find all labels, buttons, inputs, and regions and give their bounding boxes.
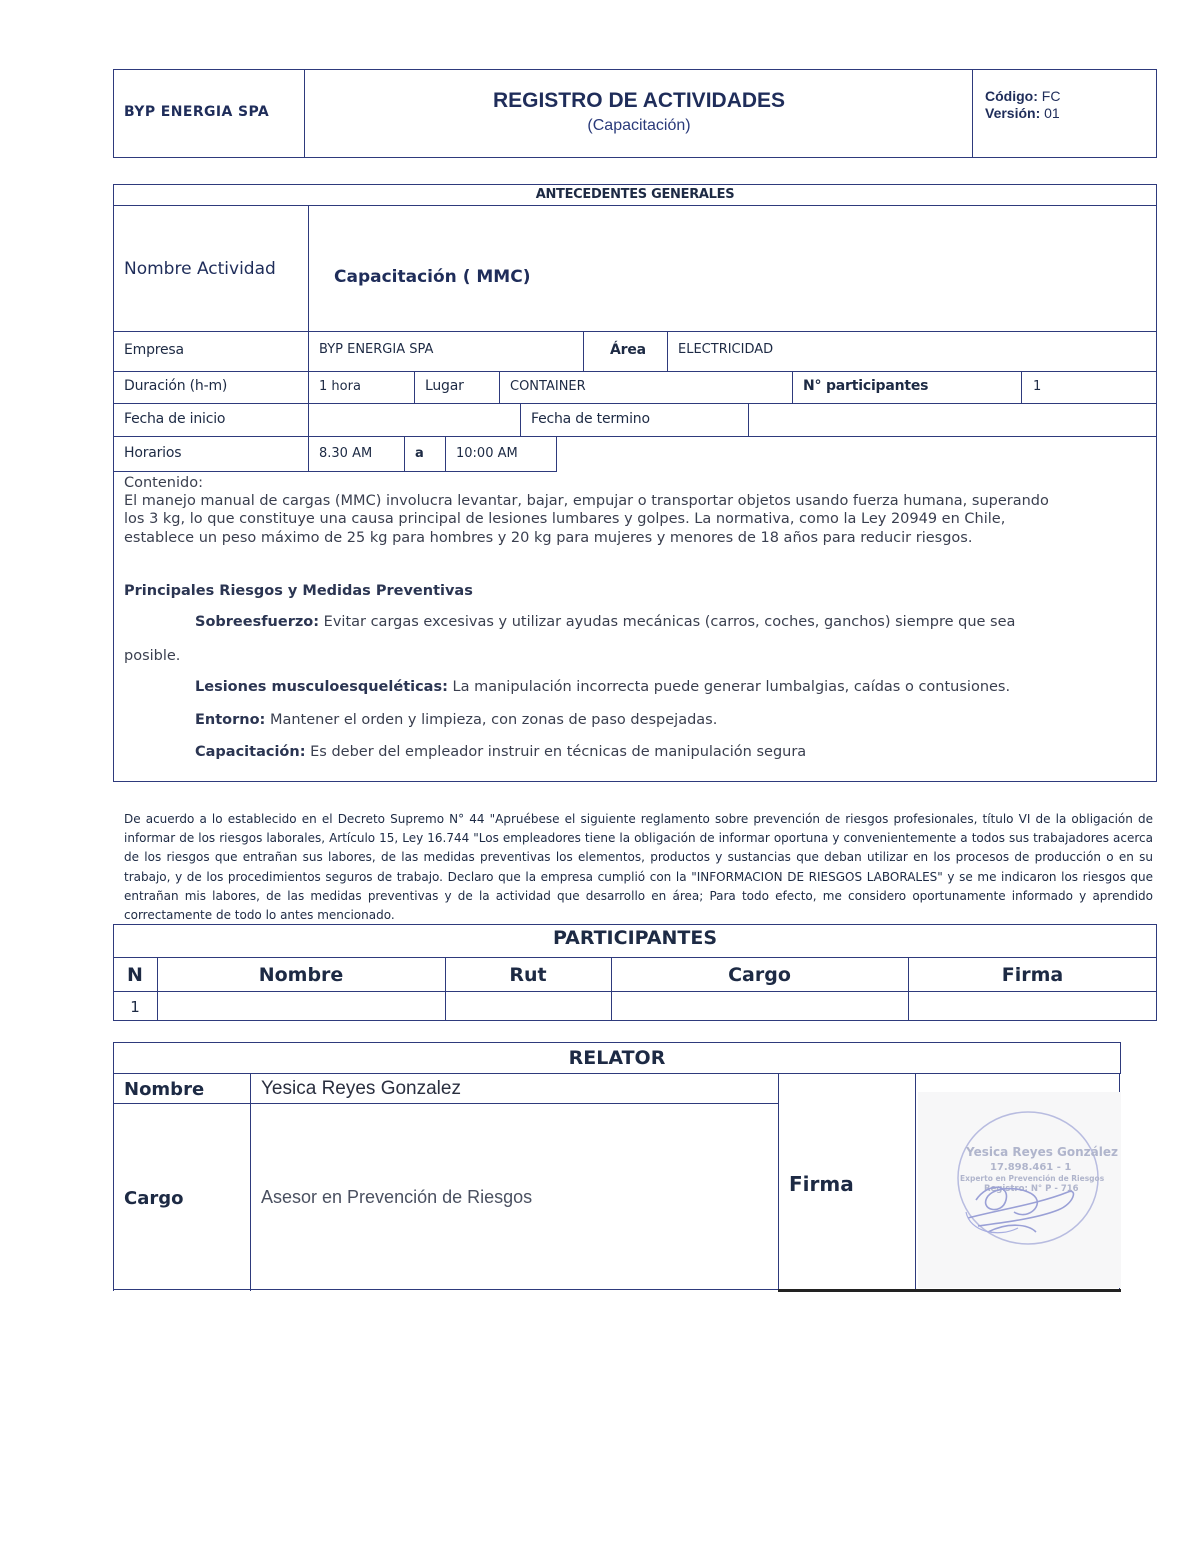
signature-stamp-graphic	[918, 1092, 1121, 1288]
document-code	[985, 88, 1060, 104]
risk-text: posible.	[124, 648, 181, 664]
participants-title: PARTICIPANTES	[552, 927, 718, 949]
relator-signature-label: Firma	[789, 1172, 854, 1196]
participants-value: 1	[1033, 379, 1042, 394]
document-title: REGISTRO DE ACTIVIDADES	[492, 89, 786, 112]
schedule-to: 10:00 AM	[456, 446, 518, 461]
content-line: El manejo manual de cargas (MMC) involucra levantar, bajar, empujar o transportar objetos usando fuerza humana, superando	[124, 493, 1049, 509]
activity-label: Nombre Actividad	[124, 259, 276, 279]
document-version	[985, 105, 1060, 121]
risk-text: Evitar cargas excesivas y utilizar ayudas mecánicas (carros, coches, ganchos) siempre que sea	[323, 614, 1016, 630]
area-label: Área	[610, 342, 646, 358]
signature-stamp	[918, 1092, 1121, 1288]
column-header-cargo: Cargo	[728, 964, 791, 986]
relator-title: RELATOR	[568, 1047, 666, 1069]
stamp-line: Yesica Reyes González	[966, 1145, 1118, 1159]
duration-label: Duración (h-m)	[124, 378, 228, 394]
risk-text: La manipulación incorrecta puede generar lumbalgias, caídas o contusiones.	[452, 679, 1011, 695]
company-value: BYP ENERGIA SPA	[319, 342, 434, 357]
content-line: establece un peso máximo de 25 kg para hombres y 20 kg para mujeres y menores de 18 años para reducir riesgos.	[124, 530, 973, 546]
column-header-n: N	[127, 964, 143, 986]
risk-item	[124, 647, 180, 666]
area-value: ELECTRICIDAD	[678, 342, 774, 357]
place-label: Lugar	[425, 378, 464, 394]
place-value: CONTAINER	[510, 379, 586, 394]
column-header-rut: Rut	[509, 964, 547, 986]
risk-text: Es deber del empleador instruir en técnicas de manipulación segura	[310, 744, 807, 760]
stamp-line: Experto en Prevención de Riesgos	[960, 1174, 1105, 1183]
relator-name-label: Nombre	[124, 1079, 205, 1100]
version-label: Versión:	[985, 105, 1041, 121]
relator-role-value: Asesor en Prevención de Riesgos	[261, 1187, 533, 1207]
code-value: FC	[1041, 88, 1061, 104]
general-section-title: ANTECEDENTES GENERALES	[535, 187, 735, 202]
risk-item	[195, 743, 806, 762]
risk-term: Entorno:	[195, 712, 266, 728]
content-label: Contenido:	[124, 475, 203, 491]
risk-text: Mantener el orden y limpieza, con zonas de paso despejadas.	[269, 712, 718, 728]
duration-value: 1 hora	[319, 379, 361, 394]
participants-label: N° participantes	[803, 378, 929, 394]
risk-item	[195, 711, 717, 730]
schedule-from: 8.30 AM	[319, 446, 373, 461]
column-header-firma: Firma	[1001, 964, 1064, 986]
document-subtitle: (Capacitación)	[587, 117, 691, 134]
risk-term: Lesiones musculoesqueléticas:	[195, 679, 448, 695]
risk-term: Sobreesfuerzo:	[195, 614, 320, 630]
company-name: BYP ENERGIA SPA	[124, 104, 270, 120]
risk-term: Capacitación:	[195, 744, 306, 760]
content-line: los 3 kg, lo que constituye una causa principal de lesiones lumbares y golpes. La normativa, como la Ley 20949 en Chile,	[124, 511, 1006, 527]
activity-value: Capacitación ( MMC)	[334, 267, 531, 287]
stamp-line: Registro: N° P - 716	[984, 1184, 1079, 1194]
start-date-label: Fecha de inicio	[124, 411, 226, 427]
relator-role-label: Cargo	[124, 1188, 184, 1209]
version-value: 01	[1044, 105, 1060, 121]
code-label: Código:	[985, 88, 1038, 104]
risk-item	[195, 613, 1015, 632]
risk-item	[195, 678, 1010, 697]
risks-title: Principales Riesgos y Medidas Preventivas	[124, 583, 473, 599]
end-date-label: Fecha de termino	[531, 411, 650, 427]
schedule-separator: a	[415, 446, 424, 461]
schedule-label: Horarios	[124, 445, 182, 461]
stamp-line: 17.898.461 - 1	[990, 1162, 1072, 1173]
table-row-number: 1	[130, 998, 140, 1016]
relator-name-value: Yesica Reyes Gonzalez	[261, 1078, 461, 1099]
company-label: Empresa	[124, 342, 184, 358]
legal-declaration: De acuerdo a lo establecido en el Decreto Supremo N° 44 "Apruébese el siguiente reglamento sobre prevención de riesgos profesionales, título VI de la obligación de informar de los riesgos laborales, Artículo 15, Ley 16.744 "Los empleadores tiene la obligación de informar oportuna y convenientemente a todos sus trabajadores acerca de los riesgos que entrañan sus labores, de las medidas preventivas los elementos, productos y sustancias que deban utilizar en los procesos de producción o en su trabajo, y de los procedimientos seguros de trabajo. Declaro que la empresa cumplió con la "INFORMACION DE RIESGOS LABORALES" y se me indicaron los riesgos que entrañan mis labores, de las medidas preventivas y de la actividad que desarrollo en área; Para todo efecto, me considero oportunamente informado y aprendido correctamente de todo lo antes mencionado.	[124, 812, 1153, 923]
column-header-nombre: Nombre	[258, 964, 344, 986]
